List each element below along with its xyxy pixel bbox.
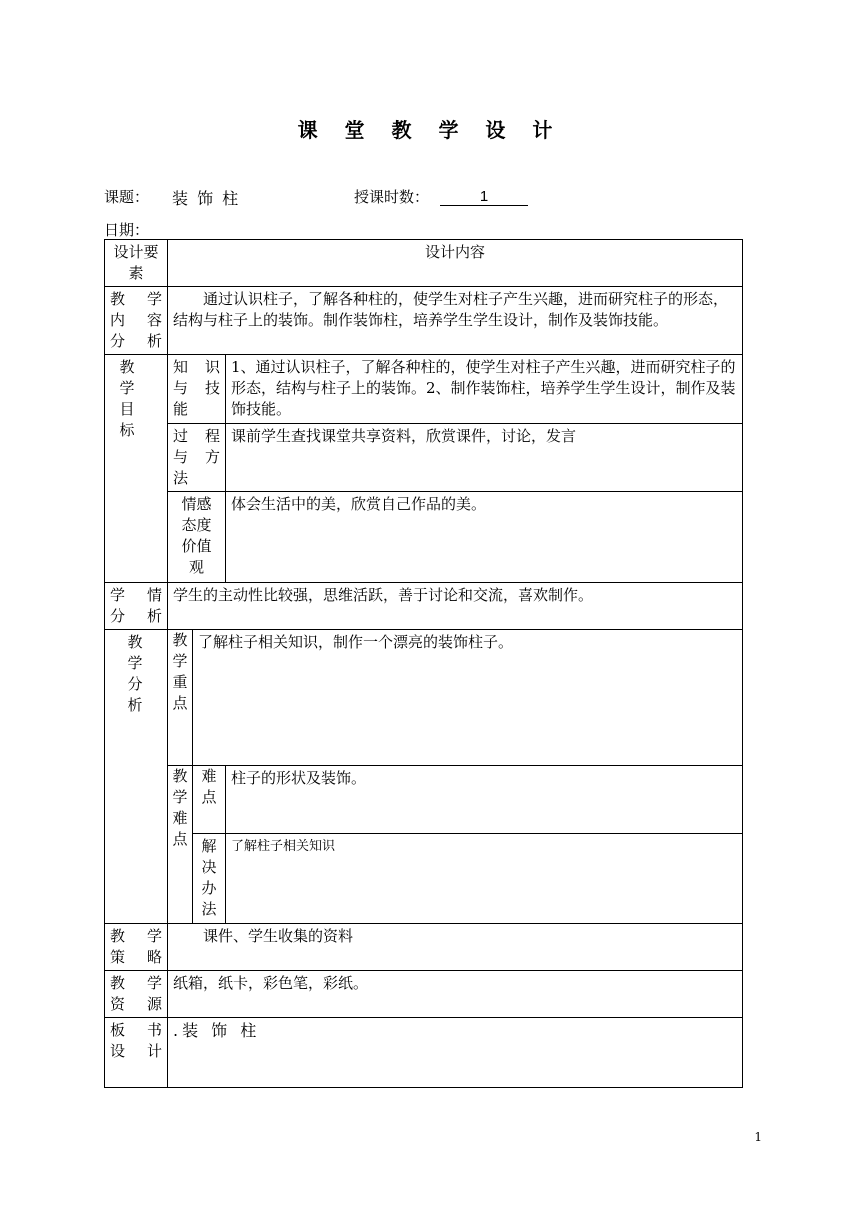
emotion-label: 情感态度价值观 — [168, 492, 226, 583]
topic-label: 课题： — [104, 188, 150, 206]
difficulty-point-label: 难点 — [193, 766, 226, 834]
strategy-text: 课件、学生收集的资料 — [168, 924, 743, 971]
knowledge-label: 知 识 与 技 能 — [168, 355, 226, 424]
date-label: 日期： — [104, 221, 150, 239]
page-title: 课 堂 教 学 设 计 — [297, 118, 563, 142]
focus-label: 教学重点 — [168, 630, 193, 766]
resources-text: 纸箱，纸卡，彩色笔，彩纸。 — [168, 971, 743, 1018]
head-label: 设计要素 — [113, 243, 159, 282]
head-content-cell — [168, 240, 743, 287]
process-label: 过 程 与 方 法 — [168, 424, 226, 492]
board-text: .装 饰 柱 — [168, 1018, 743, 1088]
board-label: 板 书 设计 — [105, 1018, 168, 1088]
hours-value: 1 — [440, 189, 528, 206]
resources-label: 教 学 资源 — [105, 971, 168, 1018]
goals-label: 教学目标 — [105, 355, 168, 583]
difficulty-solution-label: 解决办法 — [193, 834, 226, 924]
difficulty-label: 教学难点 — [168, 766, 193, 924]
strategy-label: 教 学 策略 — [105, 924, 168, 971]
process-text: 课前学生查找课堂共享资料，欣赏课件，讨论，发言 — [226, 424, 743, 492]
emotion-text: 体会生活中的美，欣赏自己作品的美。 — [226, 492, 743, 583]
focus-text: 了解柱子相关知识，制作一个漂亮的装饰柱子。 — [193, 630, 743, 766]
knowledge-text: 1、通过认识柱子，了解各种柱的，使学生对柱子产生兴趣，进而研究柱子的形态，结构与柱子上的装饰。2、制作装饰柱，培养学生学生设计，制作及装饰技能。 — [226, 355, 743, 424]
teaching-analysis-label: 教学分析 — [105, 630, 168, 924]
hours-label: 授课时数： — [354, 188, 430, 206]
difficulty-solution-text: 了解柱子相关知识 — [226, 834, 743, 924]
student-analysis-text: 学生的主动性比较强，思维活跃，善于讨论和交流，喜欢制作。 — [168, 583, 743, 630]
content-analysis-text: 通过认识柱子，了解各种柱的，使学生对柱子产生兴趣，进而研究柱子的形态，结构与柱子上的装饰。制作装饰柱，培养学生学生设计，制作及装饰技能。 — [168, 287, 743, 355]
lesson-plan-table — [104, 239, 743, 1088]
content-analysis-label: 教 学 内 容 分析 — [105, 287, 168, 355]
student-analysis-label: 学 情 分析 — [105, 583, 168, 630]
difficulty-point-text: 柱子的形状及装饰。 — [226, 766, 743, 834]
head-label-cell — [105, 240, 168, 287]
page-number: 1 — [754, 1130, 762, 1144]
topic-value: 装 饰 柱 — [172, 189, 241, 208]
head-content: 设计内容 — [424, 243, 485, 261]
